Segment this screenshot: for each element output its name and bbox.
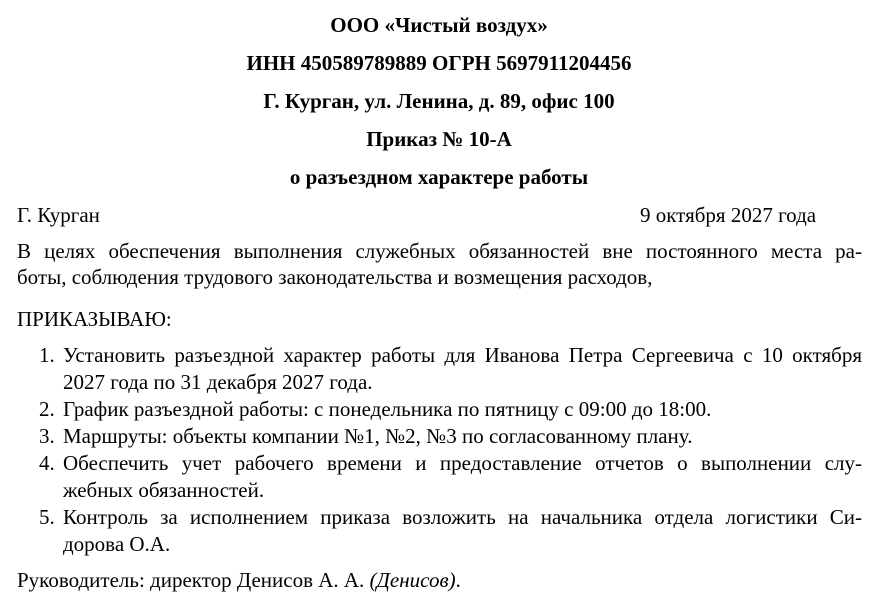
list-item-number: 4. xyxy=(39,451,55,475)
order-keyword: ПРИКАЗЫВАЮ: xyxy=(17,307,172,331)
signature-end: . xyxy=(455,568,461,592)
company-name: ООО «Чистый воздух» xyxy=(330,13,548,37)
list-item-line-1: Маршруты: объекты компании №1, №2, №3 по согласованному плану. xyxy=(63,424,693,448)
document-date: 9 октября 2027 года xyxy=(640,203,817,227)
list-item-line-1: Обеспечить учет рабочего времени и предоставление отчетов о выполнении слу- xyxy=(63,451,862,475)
list-item-line-1: График разъездной работы: с понедельника по пятницу с 09:00 до 18:00. xyxy=(63,397,712,421)
list-item-line-2: дорова О.А. xyxy=(63,532,171,556)
list-item-line-1: Установить разъездной характер работы для Иванова Петра Сергеевича с 10 октября xyxy=(63,343,862,367)
document-city: Г. Курган xyxy=(17,203,100,227)
list-item-line-2: жебных обязанностей. xyxy=(63,478,265,502)
intro-line-2: боты, соблюдения трудового законодательства и возмещения расходов, xyxy=(17,265,653,289)
intro-line-1: В целях обеспечения выполнения служебных обязанностей вне постоянного места ра- xyxy=(17,239,862,263)
signature-line xyxy=(17,567,461,593)
order-title: Приказ № 10-А xyxy=(366,127,512,151)
list-item-line-2: 2027 года по 31 декабря 2027 года. xyxy=(63,370,373,394)
list-item-number: 1. xyxy=(39,343,55,367)
registration-numbers: ИНН 450589789889 ОГРН 5697911204456 xyxy=(246,51,632,75)
signature-text: Руководитель: директор Денисов А. А. xyxy=(17,568,370,592)
order-subject: о разъездном характере работы xyxy=(289,165,589,189)
list-item-number: 5. xyxy=(39,505,55,529)
intro-paragraph xyxy=(17,238,862,290)
list-item-line-1: Контроль за исполнением приказа возложить на начальника отдела логистики Си- xyxy=(63,505,862,529)
company-address: Г. Курган, ул. Ленина, д. 89, офис 100 xyxy=(263,89,615,113)
list-item-number: 3. xyxy=(39,424,55,448)
list-item-number: 2. xyxy=(39,397,55,421)
signature-name: (Денисов) xyxy=(369,568,456,592)
